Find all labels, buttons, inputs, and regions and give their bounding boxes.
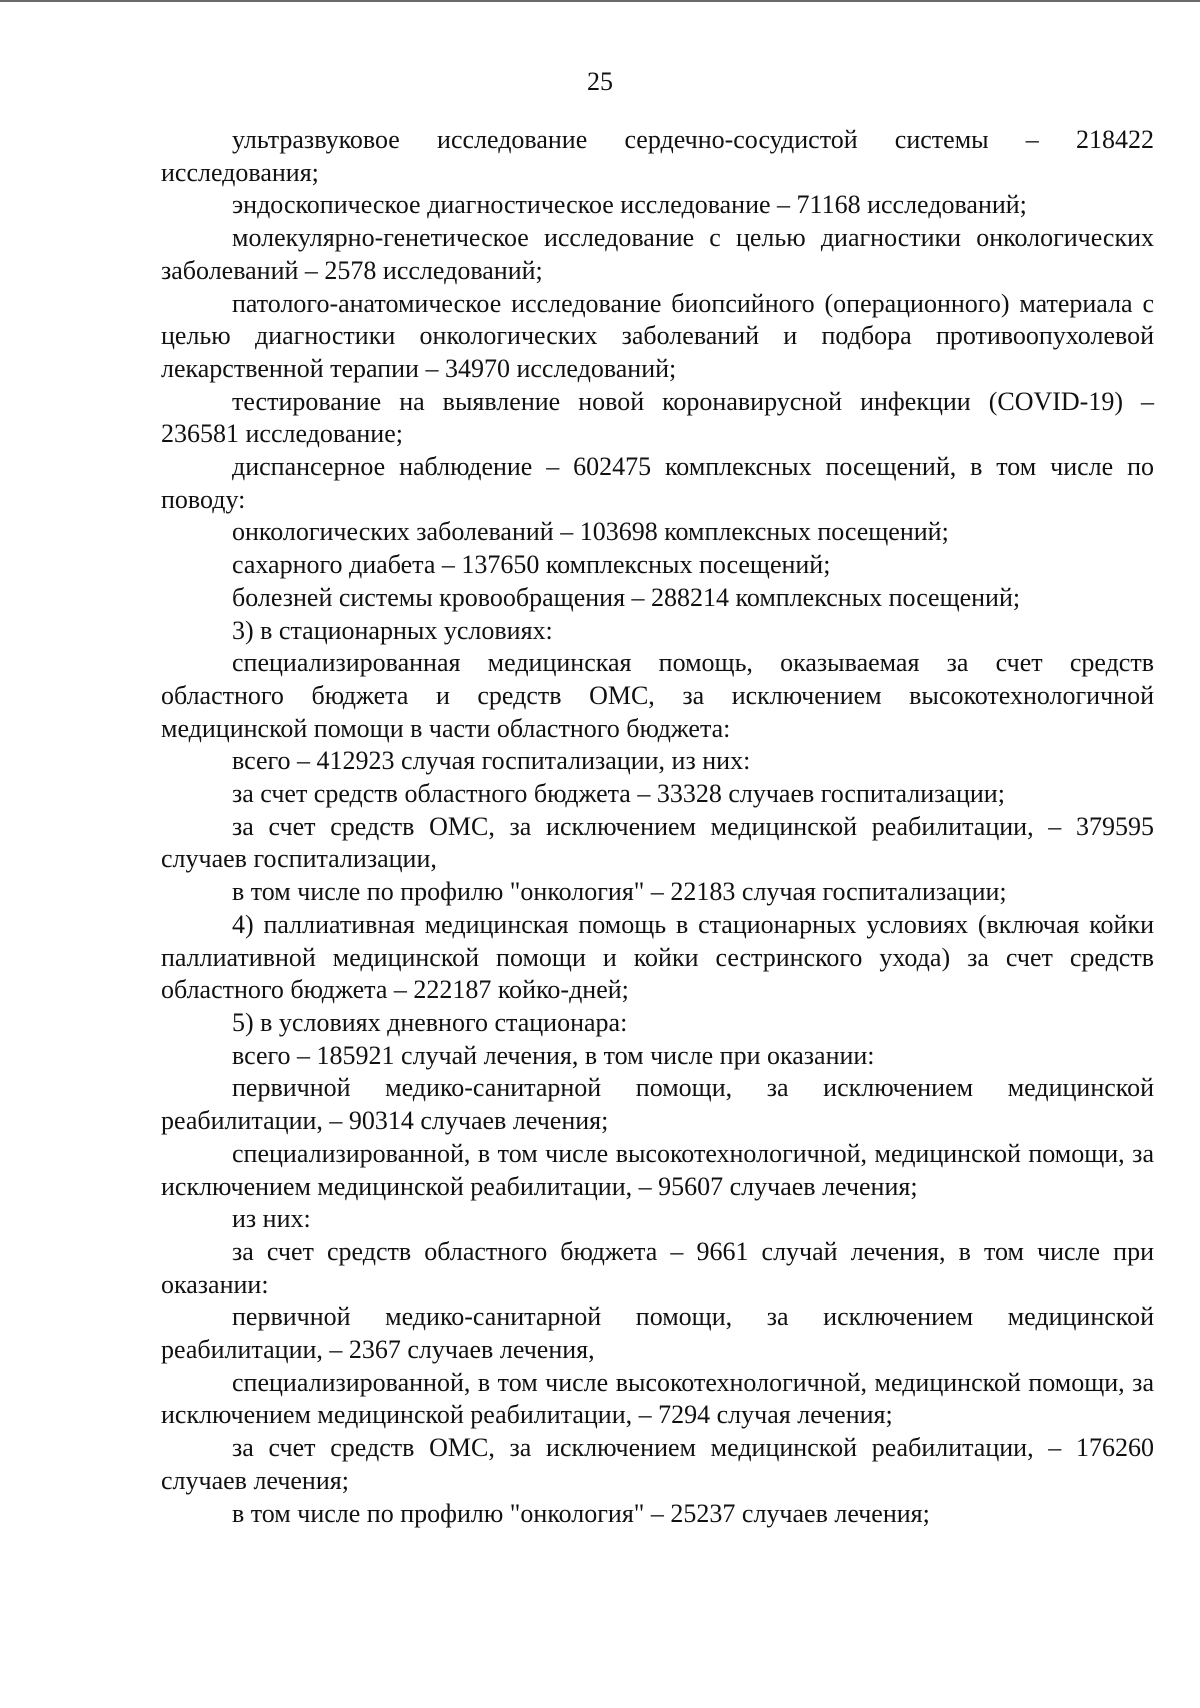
paragraph-molecular-genetic: молекулярно-генетическое исследование с целью диагностики онкологических заболеваний – 2578 исследований;	[161, 223, 1154, 285]
paragraph-oncology-visits: онкологических заболеваний – 103698 комплексных посещений;	[232, 517, 949, 547]
paragraph-oms-treatment: за счет средств ОМС, за исключением медицинской реабилитации, – 176260 случаев лечения;	[161, 1433, 1154, 1495]
paragraph-day-hospital-total: всего – 185921 случай лечения, в том числе при оказании:	[232, 1040, 875, 1070]
paragraph-dispensary: диспансерное наблюдение – 602475 комплексных посещений, в том числе по поводу:	[161, 452, 1154, 514]
paragraph-endoscopy: эндоскопическое диагностическое исследование – 71168 исследований;	[232, 190, 1027, 220]
paragraph-covid-testing: тестирование на выявление новой коронавирусной инфекции (COVID-19) – 236581 исследование;	[161, 386, 1154, 449]
paragraph-inpatient-heading: 3) в стационарных условиях:	[232, 615, 553, 645]
paragraph-regional-budget: за счет средств областного бюджета – 33328 случаев госпитализации;	[232, 779, 1005, 809]
paragraph-pathology: патолого-анатомическое исследование биопсийного (операционного) материала с целью диагностики онкологических заболеваний и подбора противоопухолевой лекарственной терапии – 34970 исследований;	[161, 288, 1154, 383]
paragraph-specialized-regional: специализированной, в том числе высокотехнологичной, медицинской помощи, за исключением медицинской реабилитации, – 7294 случая лечения;	[161, 1367, 1154, 1430]
paragraph-oncology-profile: в том числе по профилю "онкология" – 22183 случая госпитализации;	[232, 877, 1007, 907]
paragraph-oms-funds: за счет средств ОМС, за исключением медицинской реабилитации, – 379595 случаев госпитализации,	[161, 811, 1154, 874]
paragraph-palliative: 4) паллиативная медицинская помощь в стационарных условиях (включая койки паллиативной медицинской помощи и койки сестринского ухода) за счет средств областного бюджета – 222187 койко-дней;	[161, 909, 1154, 1005]
document-body	[161, 124, 1154, 1530]
paragraph-primary-care: первичной медико-санитарной помощи, за исключением медицинской реабилитации, – 90314 случаев лечения;	[161, 1073, 1154, 1136]
page-number: 25	[587, 67, 613, 96]
paragraph-primary-care-regional: первичной медико-санитарной помощи, за исключением медицинской реабилитации, – 2367 случаев лечения,	[161, 1302, 1154, 1365]
paragraph-of-them: из них:	[232, 1204, 311, 1234]
paragraph-day-hospital-heading: 5) в условиях дневного стационара:	[232, 1007, 628, 1037]
paragraph-ultrasound: ультразвуковое исследование сердечно-сосудистой системы – 218422 исследования;	[161, 125, 1154, 187]
paragraph-oncology-treatment: в том числе по профилю "онкология" – 25237 случаев лечения;	[232, 1498, 930, 1528]
paragraph-hospitalizations-total: всего – 412923 случая госпитализации, из них:	[232, 746, 751, 776]
paragraph-circulatory-visits: болезней системы кровообращения – 288214 комплексных посещений;	[232, 582, 1021, 612]
paragraph-regional-budget-treatment: за счет средств областного бюджета – 9661 случай лечения, в том числе при оказании:	[161, 1236, 1154, 1299]
paragraph-specialized-hightech: специализированной, в том числе высокотехнологичной, медицинской помощи, за исключением медицинской реабилитации, – 95607 случаев лечения;	[161, 1138, 1154, 1201]
paragraph-diabetes-visits: сахарного диабета – 137650 комплексных посещений;	[232, 550, 831, 580]
paragraph-specialized-care: специализированная медицинская помощь, оказываемая за счет средств областного бюджета и средств ОМС, за исключением высокотехнологичной медицинской помощи в части областного бюджета:	[161, 648, 1154, 743]
page-top-edge	[0, 0, 1200, 2]
